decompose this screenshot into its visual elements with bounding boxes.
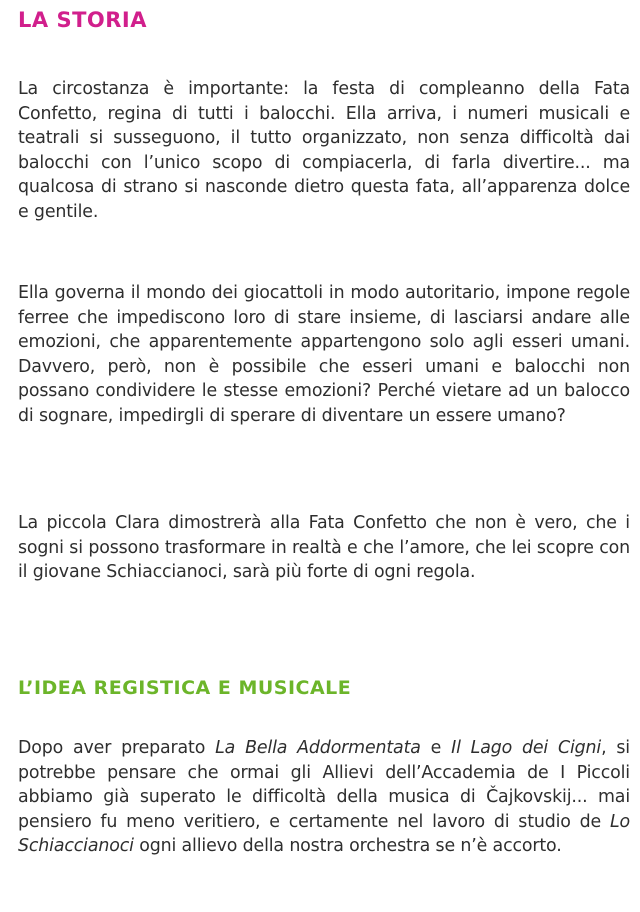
- section-heading-idea-registica: L’IDEA REGISTICA E MUSICALE: [18, 677, 352, 699]
- idea-text-4: ogni allievo della nostra orchestra se n’è accorto.: [133, 836, 562, 857]
- storia-paragraph-2: Ella governa il mondo dei giocattoli in modo autoritario, impone regole ferree che impediscono loro di stare insieme, di lasciarsi andare alle emozioni, che apparentemente appartengono solo agli esseri umani. Davvero, però, non è possibile che esseri umani e balocchi non possano condividere le stesse emozioni? Perché vietare ad un balocco di sognare, impedirgli di sperare di diventare un essere umano?: [18, 283, 630, 426]
- storia-paragraph-1: La circostanza è importante: la festa di compleanno della Fata Confetto, regina di tutti i balocchi. Ella arriva, i numeri musicali e teatrali si susseguono, il tutto organizzato, non senza difficoltà dai balocchi con l’unico scopo di compiacerla, di farla divertire... ma qualcosa di strano si nasconde dietro questa fata, all’apparenza dolce e gentile.: [18, 79, 630, 222]
- idea-text-1: Dopo aver preparato: [18, 738, 216, 758]
- idea-paragraph: [18, 736, 630, 859]
- title-il-lago-dei-cigni: Il Lago dei Cigni: [451, 738, 602, 758]
- title-lo-schiaccianoci: Lo Schiaccianoci: [18, 811, 630, 857]
- idea-text-3: , si potrebbe pensare che ormai gli Allievi dell’Accademia de I Piccoli abbiamo già superato le difficoltà della musica di Čajkovskij... mai pensiero fu meno veritiero, e certamente nel lavoro di studio de: [18, 738, 630, 832]
- storia-paragraph-3: La piccola Clara dimostrerà alla Fata Confetto che non è vero, che i sogni si possono trasformare in realtà e che l’amore, che lei scopre con il giovane Schiaccianoci, sarà più forte di ogni regola.: [18, 513, 630, 583]
- section-heading-la-storia: LA STORIA: [18, 8, 147, 32]
- title-la-bella-addormentata: La Bella Addormentata: [215, 738, 421, 758]
- idea-text-2: e: [420, 738, 452, 758]
